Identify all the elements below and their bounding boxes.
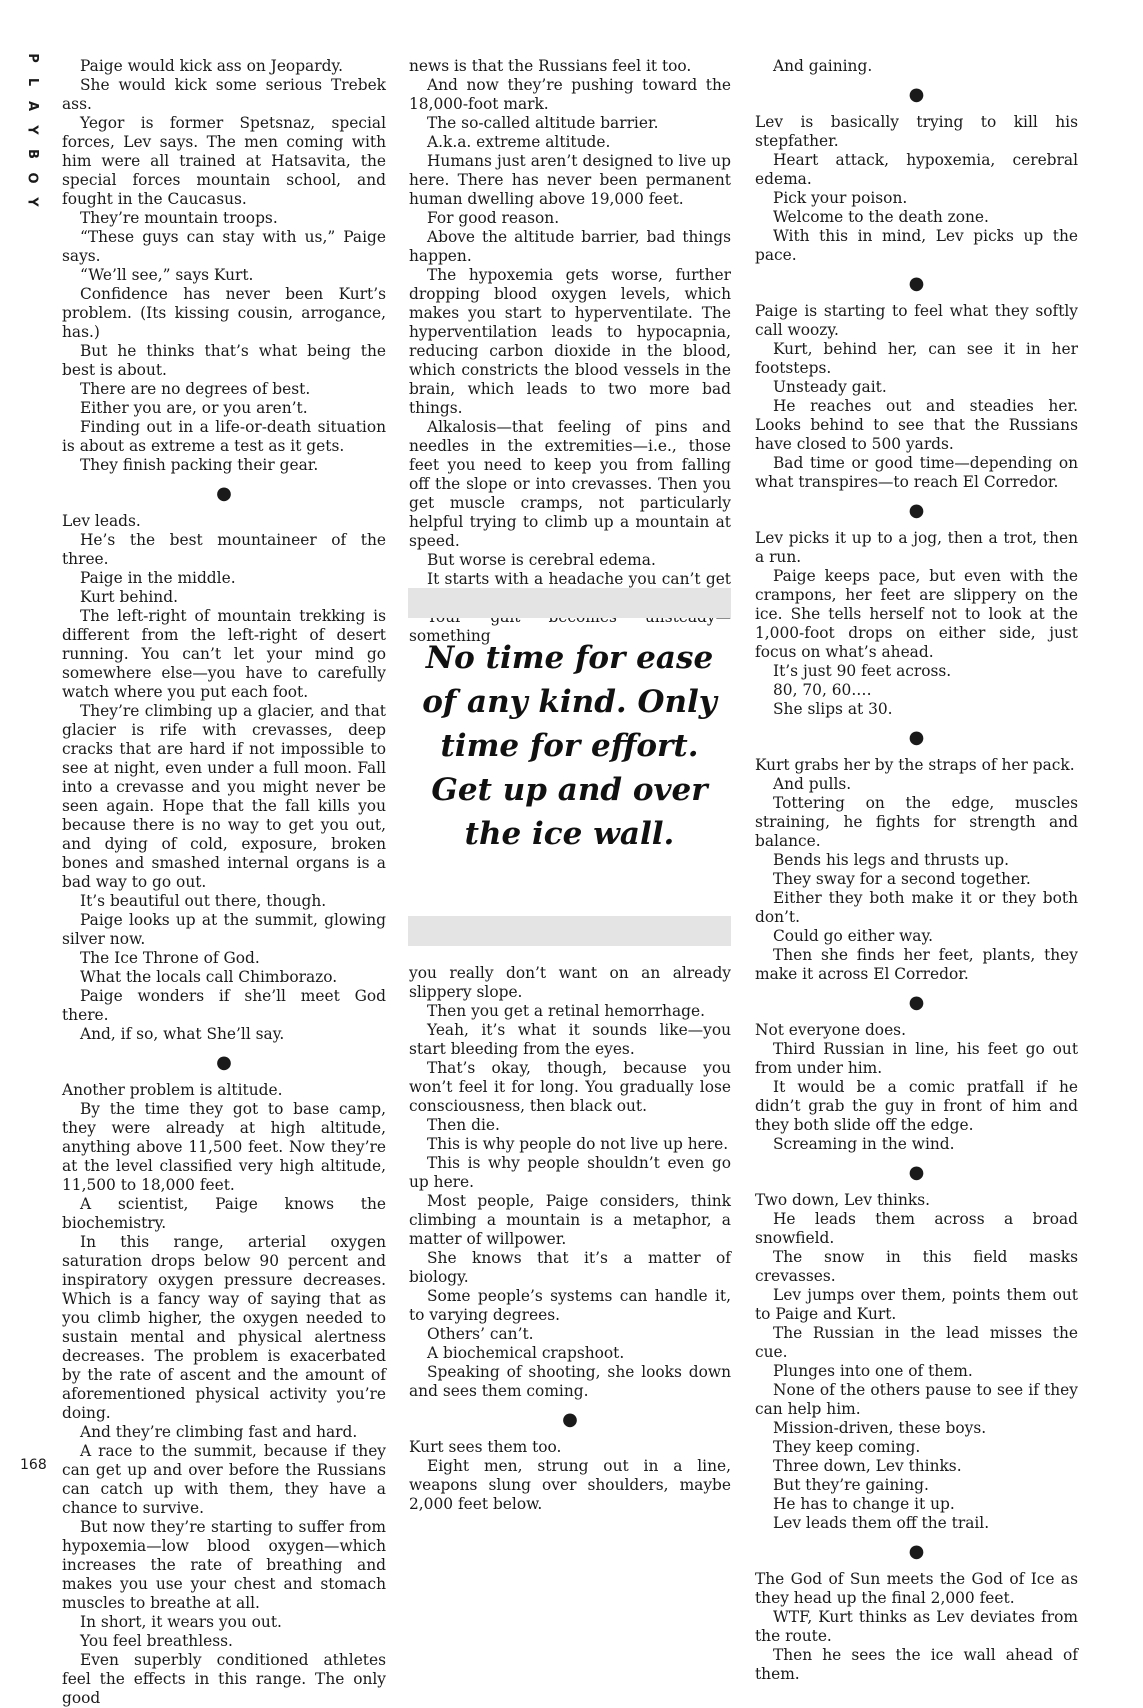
pull-quote-bottom-bar <box>408 916 731 946</box>
page-number: 168 <box>20 1457 47 1473</box>
paragraph: Plunges into one of them. <box>773 1362 973 1380</box>
paragraph: Above the altitude barrier, bad things happen. <box>409 228 731 265</box>
paragraph: This is why people shouldn’t even go up here. <box>409 1154 731 1191</box>
section-break-bullet: ● <box>908 84 925 105</box>
paragraph: Even superbly conditioned athletes feel the effects in this range. The only good <box>62 1651 386 1707</box>
paragraph: Paige would kick ass on Jeopardy. <box>80 57 343 75</box>
paragraph: By the time they got to base camp, they were already at high altitude, anything above 11,500 feet. Now they’re at the level classified very high altitude, 11,500 to 18,000 feet. <box>62 1100 386 1194</box>
article-column-3 <box>755 57 1078 1684</box>
paragraph: Eight men, strung out in a line, weapons slung over shoulders, maybe 2,000 feet below. <box>409 1457 731 1513</box>
paragraph: Welcome to the death zone. <box>773 208 989 226</box>
paragraph: A biochemical crapshoot. <box>427 1344 625 1362</box>
section-break-bullet: ● <box>908 992 925 1013</box>
article-column-2-bottom <box>409 964 731 1514</box>
paragraph: They sway for a second together. <box>773 870 1031 888</box>
paragraph: Others’ can’t. <box>427 1325 534 1343</box>
paragraph: That’s okay, though, because you won’t feel it for long. You gradually lose consciousness, then black out. <box>409 1059 731 1115</box>
paragraph: news is that the Russians feel it too. <box>409 57 692 75</box>
section-break-bullet: ● <box>562 1409 578 1430</box>
paragraph: Then she finds her feet, plants, they make it across El Corredor. <box>755 946 1078 983</box>
paragraph: Bad time or good time—depending on what transpires—to reach El Corredor. <box>755 454 1078 491</box>
paragraph: They’re climbing up a glacier, and that glacier is rife with crevasses, deep cracks that are hard if not impossible to see at night, even under a full moon. Fall into a crevasse and you might never be seen again. Hope that the fall kills you because there is no way to get you out, and dying of cold, exposure, broken bones and smashed internal organs is a bad way to go out. <box>62 702 386 891</box>
paragraph: Another problem is altitude. <box>62 1081 283 1099</box>
paragraph: In short, it wears you out. <box>80 1613 282 1631</box>
paragraph: The hypoxemia gets worse, further dropping blood oxygen levels, which makes you start to hyperventilate. The hyperventilation leads to hypocapnia, reducing carbon dioxide in the blood, which constricts the blood vessels in the brain, which leads to two more bad things. <box>409 266 731 417</box>
paragraph: But worse is cerebral edema. <box>427 551 656 569</box>
paragraph: Paige is starting to feel what they softly call woozy. <box>755 302 1078 339</box>
paragraph: And, if so, what She’ll say. <box>80 1025 285 1043</box>
paragraph: It’s just 90 feet across. <box>773 662 952 680</box>
paragraph: Speaking of shooting, she looks down and sees them coming. <box>409 1363 731 1400</box>
magazine-letter: A <box>25 100 40 112</box>
paragraph: He’s the best mountaineer of the three. <box>62 531 386 568</box>
pull-quote: No time for ease of any kind. Only time for effort. Get up and over the ice wall. <box>422 640 717 852</box>
magazine-letter: Y <box>24 125 40 135</box>
paragraph: Either they both make it or they both don’t. <box>755 889 1078 926</box>
paragraph: Paige wonders if she’ll meet God there. <box>62 987 386 1024</box>
paragraph: For good reason. <box>427 209 560 227</box>
section-break-bullet: ● <box>908 500 925 521</box>
paragraph: In this range, arterial oxygen saturation drops below 90 percent and inspiratory oxygen pressure decreases. Which is a fancy way of saying that as you climb higher, the oxygen needed to sustain mental and physical alertness decreases. The problem is exacerbated by the rate of ascent and the amount of aforementioned physical activity you’re doing. <box>62 1233 386 1422</box>
paragraph: And they’re climbing fast and hard. <box>80 1423 358 1441</box>
magazine-letter: B <box>24 149 40 159</box>
section-break-bullet: ● <box>908 727 925 748</box>
paragraph: This is why people do not live up here. <box>427 1135 729 1153</box>
magazine-letter: O <box>25 172 40 184</box>
paragraph: Paige in the middle. <box>80 569 236 587</box>
paragraph: And now they’re pushing toward the 18,000-foot mark. <box>409 76 731 113</box>
paragraph: Then he sees the ice wall ahead of them. <box>755 1646 1078 1683</box>
section-break-bullet: ● <box>216 483 232 504</box>
section-break-bullet: ● <box>216 1052 232 1073</box>
paragraph: A race to the summit, because if they can get up and over before the Russians can catch up with them, they have a chance to survive. <box>62 1442 386 1517</box>
paragraph: He reaches out and steadies her. Looks behind to see that the Russians have closed to 500 yards. <box>755 397 1078 453</box>
paragraph: Two down, Lev thinks. <box>755 1191 931 1209</box>
paragraph: The Ice Throne of God. <box>80 949 260 967</box>
paragraph: Yeah, it’s what it sounds like—you start bleeding from the eyes. <box>409 1021 731 1058</box>
paragraph: The left-right of mountain trekking is different from the left-right of desert running. You can’t let your mind go somewhere else—you have to carefully watch where you put each foot. <box>62 607 386 701</box>
paragraph: Mission-driven, these boys. <box>773 1419 987 1437</box>
magazine-letter: Y <box>24 197 40 207</box>
paragraph: He has to change it up. <box>773 1495 955 1513</box>
paragraph: Confidence has never been Kurt’s problem. (Its kissing cousin, arrogance, has.) <box>62 285 386 341</box>
paragraph: She slips at 30. <box>773 700 893 718</box>
paragraph: Lev picks it up to a jog, then a trot, then a run. <box>755 529 1078 566</box>
magazine-letter: P <box>25 53 40 63</box>
paragraph: Alkalosis—that feeling of pins and needles in the extremities—i.e., those feet you need to keep you from falling off the slope or into crevasses. Then you get muscle cramps, not particularly helpful trying to climb up a mountain at speed. <box>409 418 731 550</box>
section-break-bullet: ● <box>908 273 925 294</box>
paragraph: Could go either way. <box>773 927 934 945</box>
paragraph: Finding out in a life-or-death situation is about as extreme a test as it gets. <box>62 418 386 455</box>
magazine-name <box>22 46 42 214</box>
paragraph: It starts with a headache you can’t get <box>427 570 731 588</box>
paragraph: He leads them across a broad snowfield. <box>755 1210 1078 1247</box>
paragraph: There are no degrees of best. <box>80 380 311 398</box>
paragraph: Either you are, or you aren’t. <box>80 399 308 417</box>
paragraph: Tottering on the edge, muscles straining, he fights for strength and balance. <box>755 794 1078 850</box>
paragraph: Not everyone does. <box>755 1021 906 1039</box>
paragraph: But they’re gaining. <box>773 1476 929 1494</box>
paragraph: She knows that it’s a matter of biology. <box>409 1249 731 1286</box>
paragraph: Some people’s systems can handle it, to varying degrees. <box>409 1287 731 1324</box>
section-break-bullet: ● <box>908 1162 925 1183</box>
paragraph: WTF, Kurt thinks as Lev deviates from the route. <box>755 1608 1078 1645</box>
paragraph: Kurt grabs her by the straps of her pack. <box>755 756 1075 774</box>
paragraph: She would kick some serious Trebek ass. <box>62 76 386 113</box>
paragraph: Pick your poison. <box>773 189 908 207</box>
paragraph: Lev leads. <box>62 512 141 530</box>
paragraph: None of the others pause to see if they can help him. <box>755 1381 1078 1418</box>
paragraph: Humans just aren’t designed to live up here. There has never been permanent human dwelling above 19,000 feet. <box>409 152 731 208</box>
paragraph: Unsteady gait. <box>773 378 887 396</box>
article-column-1 <box>62 57 386 1708</box>
paragraph: “We’ll see,” says Kurt. <box>80 266 254 284</box>
pull-quote-top-bar <box>408 588 731 618</box>
paragraph: It would be a comic pratfall if he didn’t grab the guy in front of him and they both slide off the edge. <box>755 1078 1078 1134</box>
article-column-2-top <box>409 57 731 646</box>
paragraph: A scientist, Paige knows the biochemistry. <box>62 1195 386 1232</box>
paragraph: What the locals call Chimborazo. <box>80 968 338 986</box>
paragraph: Lev leads them off the trail. <box>773 1514 990 1532</box>
paragraph: With this in mind, Lev picks up the pace. <box>755 227 1078 264</box>
paragraph: Kurt, behind her, can see it in her footsteps. <box>755 340 1078 377</box>
paragraph: Most people, Paige considers, think climbing a mountain is a metaphor, a matter of willpower. <box>409 1192 731 1248</box>
paragraph: They finish packing their gear. <box>80 456 319 474</box>
paragraph: you really don’t want on an already slippery slope. <box>409 964 731 1001</box>
paragraph: Three down, Lev thinks. <box>773 1457 962 1475</box>
paragraph: Lev is basically trying to kill his stepfather. <box>755 113 1078 150</box>
paragraph: A.k.a. extreme altitude. <box>427 133 611 151</box>
paragraph: Paige looks up at the summit, glowing silver now. <box>62 911 386 948</box>
paragraph: something <box>409 627 491 645</box>
paragraph: Kurt behind. <box>80 588 178 606</box>
paragraph: Bends his legs and thrusts up. <box>773 851 1009 869</box>
paragraph: Screaming in the wind. <box>773 1135 955 1153</box>
paragraph: Third Russian in line, his feet go out from under him. <box>755 1040 1078 1077</box>
paragraph: But he thinks that’s what being the best is about. <box>62 342 386 379</box>
paragraph: 80, 70, 60.… <box>773 681 872 699</box>
paragraph: It’s beautiful out there, though. <box>80 892 327 910</box>
paragraph: And pulls. <box>773 775 852 793</box>
paragraph: The snow in this field masks crevasses. <box>755 1248 1078 1285</box>
paragraph: They keep coming. <box>773 1438 921 1456</box>
paragraph: But now they’re starting to suffer from hypoxemia—low blood oxygen—which increases the rate of breathing and makes you use your chest and stomach muscles to breathe at all. <box>62 1518 386 1612</box>
paragraph: You feel breathless. <box>80 1632 233 1650</box>
magazine-letter: L <box>24 77 40 87</box>
paragraph: Heart attack, hypoxemia, cerebral edema. <box>755 151 1078 188</box>
paragraph: The so-called altitude barrier. <box>427 114 659 132</box>
paragraph: And gaining. <box>773 57 873 75</box>
paragraph: The God of Sun meets the God of Ice as they head up the final 2,000 feet. <box>755 1570 1078 1607</box>
paragraph: Then you get a retinal hemorrhage. <box>427 1002 705 1020</box>
paragraph: Yegor is former Spetsnaz, special forces, Lev says. The men coming with him were all trained at Hatsavita, the special forces mountain school, and fought in the Caucasus. <box>62 114 386 208</box>
section-break-bullet: ● <box>908 1541 925 1562</box>
paragraph: The Russian in the lead misses the cue. <box>755 1324 1078 1361</box>
paragraph: They’re mountain troops. <box>80 209 278 227</box>
paragraph: Lev jumps over them, points them out to Paige and Kurt. <box>755 1286 1078 1323</box>
paragraph: Kurt sees them too. <box>409 1438 562 1456</box>
paragraph: Paige keeps pace, but even with the crampons, her feet are slippery on the ice. She tells herself not to look at the 1,000-foot drops on either side, just focus on what’s ahead. <box>755 567 1078 661</box>
paragraph: “These guys can stay with us,” Paige says. <box>62 228 386 265</box>
paragraph: Then die. <box>427 1116 500 1134</box>
